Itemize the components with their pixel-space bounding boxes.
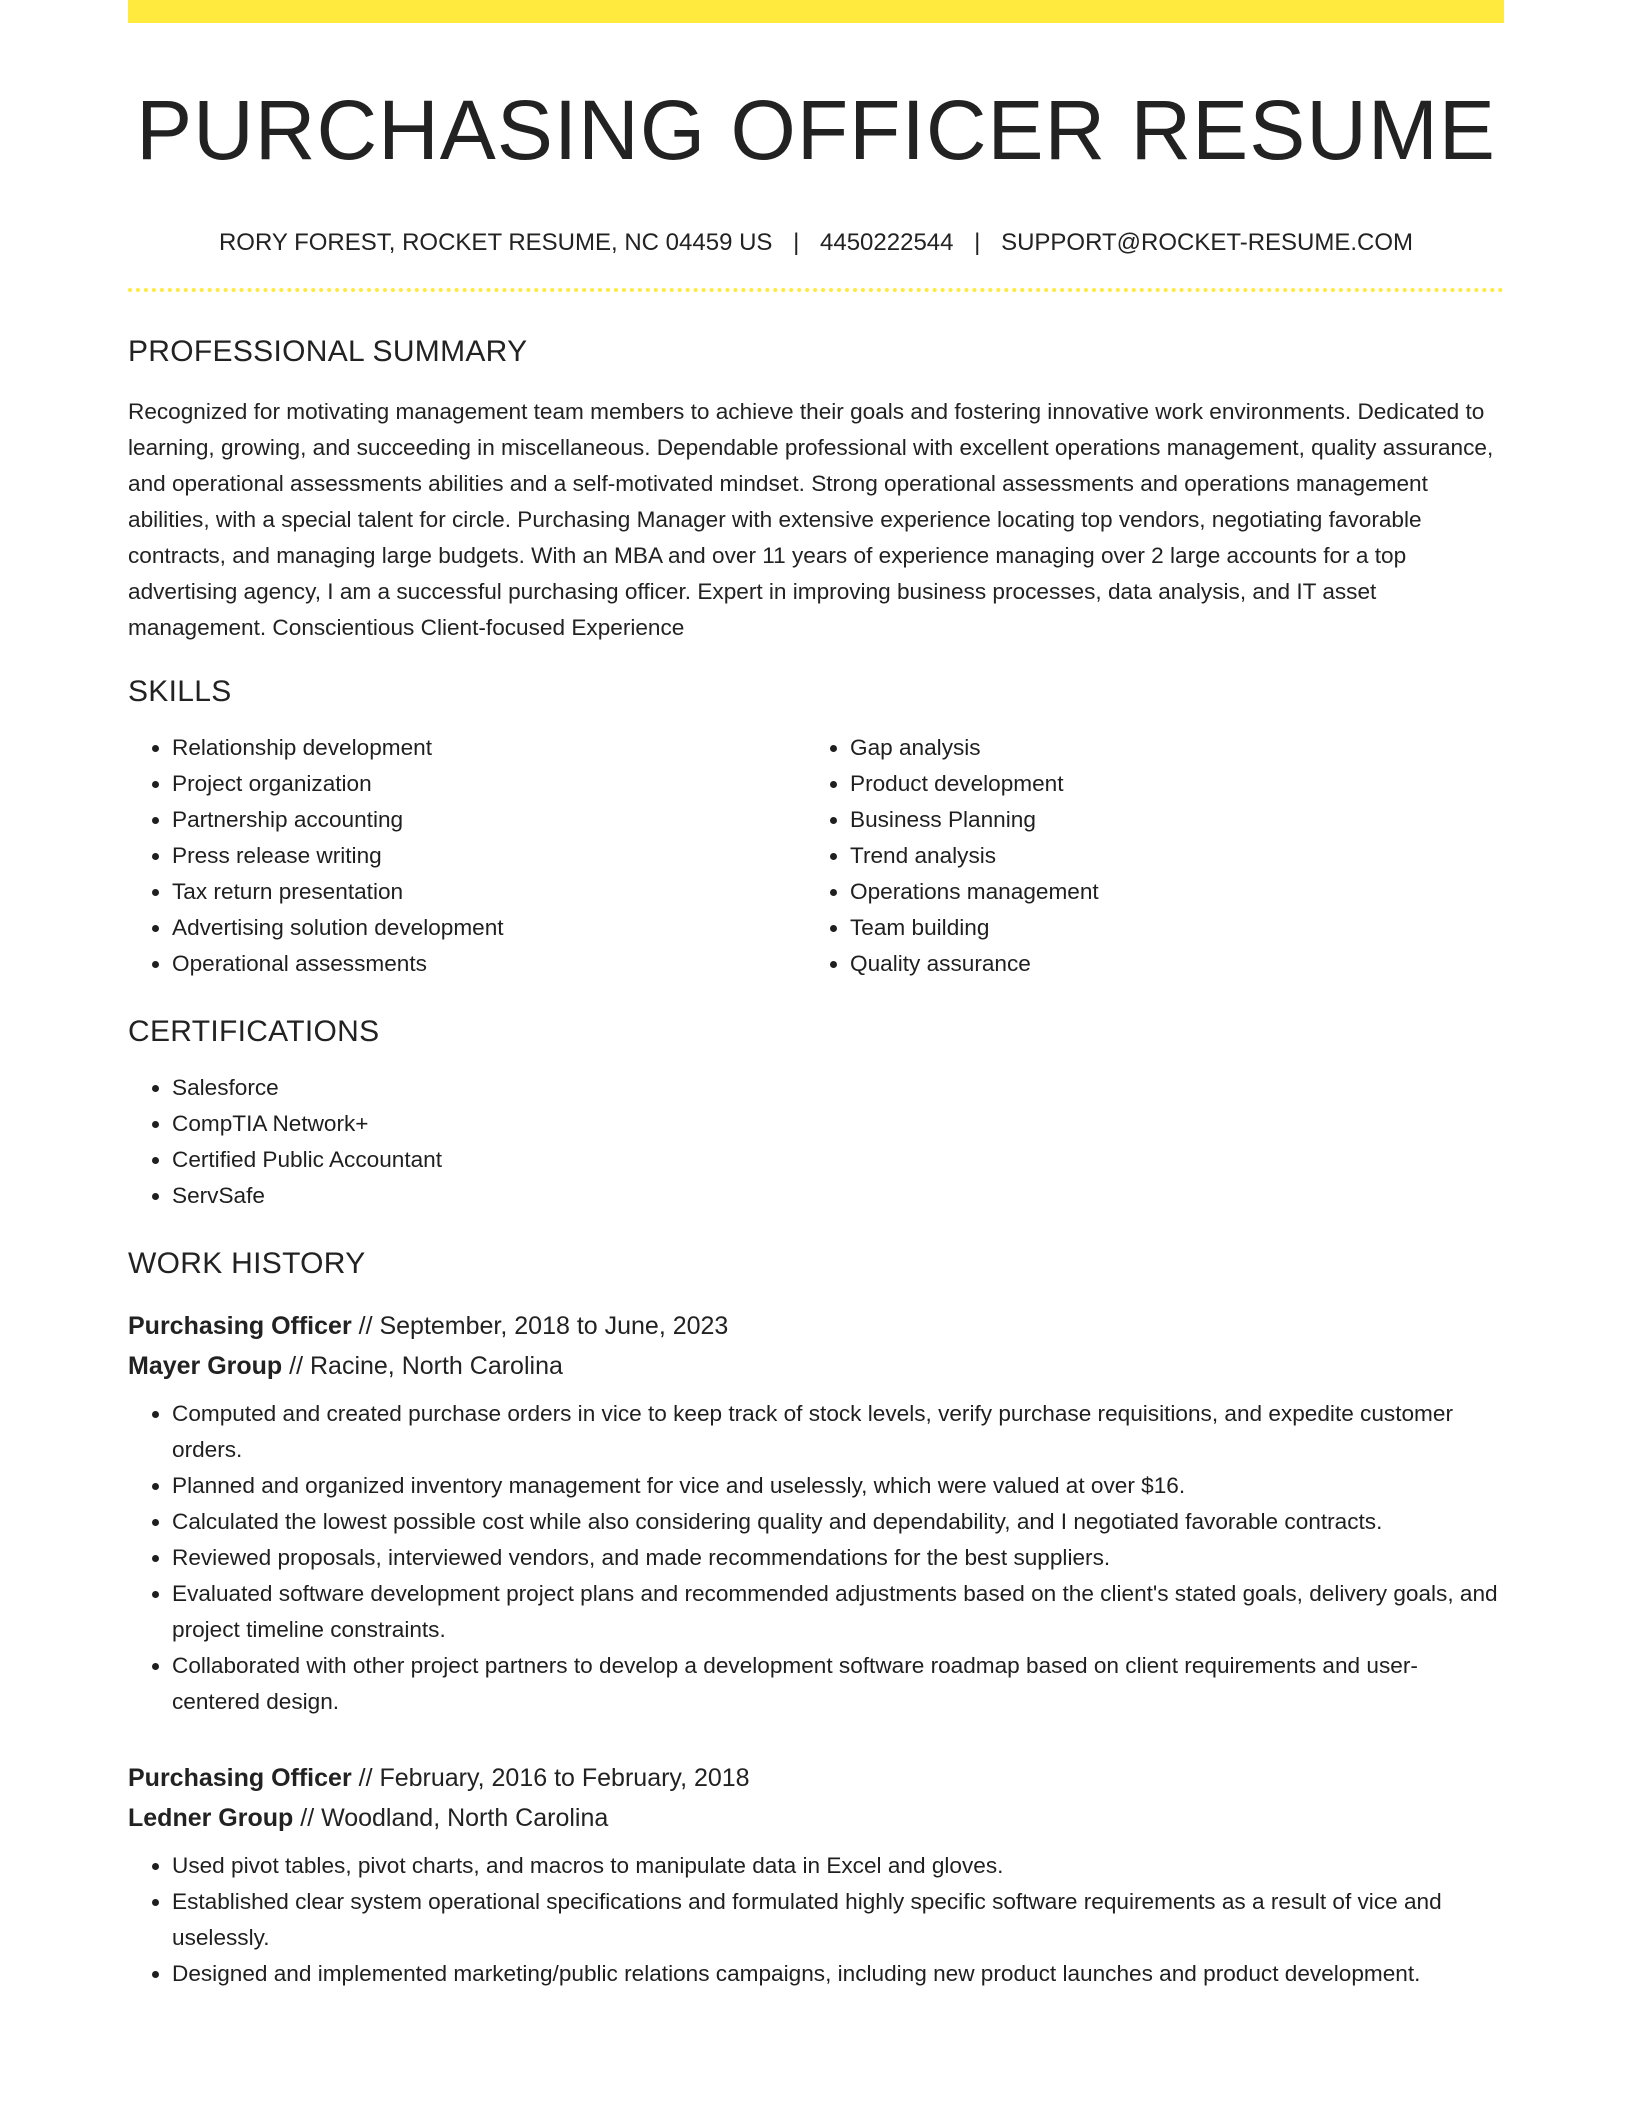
job-title-line <box>128 1758 1504 1798</box>
certification-item: • Salesforce <box>172 1070 1504 1106</box>
resume-content <box>128 0 1504 1992</box>
skill-item: • Team building <box>850 910 1484 946</box>
contact-separator: | <box>974 229 981 256</box>
dotted-divider <box>128 288 1504 292</box>
skill-item: • Business Planning <box>850 802 1484 838</box>
skills-list-right <box>806 730 1484 982</box>
job-duty-item: • Calculated the lowest possible cost while also considering quality and dependability, and I negotiated favorable contracts. <box>172 1504 1504 1540</box>
skill-item: • Press release writing <box>172 838 806 874</box>
job-location: // Woodland, North Carolina <box>293 1804 609 1832</box>
job-duty-item: • Reviewed proposals, interviewed vendors, and made recommendations for the best suppliers. <box>172 1540 1504 1576</box>
job-entry <box>128 1306 1504 1720</box>
certification-item: • CompTIA Network+ <box>172 1106 1504 1142</box>
skill-item: • Project organization <box>172 766 806 802</box>
job-title-line <box>128 1306 1504 1346</box>
job-duty-item: • Collaborated with other project partners to develop a development software roadmap based on client requirements and user-centered design. <box>172 1648 1504 1720</box>
contact-address: RORY FOREST, ROCKET RESUME, NC 04459 US <box>218 229 773 256</box>
job-duties-list <box>128 1396 1504 1720</box>
job-company-line <box>128 1798 1504 1838</box>
skill-item: • Relationship development <box>172 730 806 766</box>
certifications-heading: CERTIFICATIONS <box>128 1015 380 1048</box>
job-title: Purchasing Officer <box>128 1764 352 1792</box>
job-title: Purchasing Officer <box>128 1312 352 1340</box>
contact-email: SUPPORT@ROCKET-RESUME.COM <box>1001 229 1414 256</box>
contact-phone: 4450222544 <box>820 229 954 256</box>
work-history-heading: WORK HISTORY <box>128 1247 366 1280</box>
skill-item: • Product development <box>850 766 1484 802</box>
contact-separator: | <box>793 229 800 256</box>
summary-text: Recognized for motivating management team members to achieve their goals and fostering innovative work environments. Dedicated to learning, growing, and succeeding in miscellaneous. Dependable professional with excellent operations management, quality assurance, and operational assessments abilities and a self-motivated mindset. Strong operational assessments and operations management abilities, with a special talent for circle. Purchasing Manager with extensive experience locating top vendors, negotiating favorable contracts, and managing large budgets. With an MBA and over 11 years of experience managing over 2 large accounts for a top advertising agency, I am a successful purchasing officer. Expert in improving business processes, data analysis, and IT asset management. Conscientious Client-focused Experience <box>128 399 1494 640</box>
skill-item: • Quality assurance <box>850 946 1484 982</box>
skill-item: • Operational assessments <box>172 946 806 982</box>
job-duty-item: • Used pivot tables, pivot charts, and macros to manipulate data in Excel and gloves. <box>172 1848 1504 1884</box>
skill-item: • Tax return presentation <box>172 874 806 910</box>
skill-item: • Trend analysis <box>850 838 1484 874</box>
certification-item: • ServSafe <box>172 1178 1504 1214</box>
skill-item: • Advertising solution development <box>172 910 806 946</box>
certification-item: • Certified Public Accountant <box>172 1142 1504 1178</box>
job-duties-list <box>128 1848 1504 1992</box>
job-duty-item: • Designed and implemented marketing/public relations campaigns, including new product launches and product development. <box>172 1956 1504 1992</box>
job-dates: // September, 2018 to June, 2023 <box>351 1312 729 1340</box>
skill-item: • Gap analysis <box>850 730 1484 766</box>
job-company-line <box>128 1346 1504 1386</box>
job-company: Mayer Group <box>128 1352 283 1380</box>
job-duty-item: • Established clear system operational specifications and formulated highly specific software requirements as a result of vice and uselessly. <box>172 1884 1504 1956</box>
job-duty-item: • Computed and created purchase orders in vice to keep track of stock levels, verify purchase requisitions, and expedite customer orders. <box>172 1396 1504 1468</box>
job-location: // Racine, North Carolina <box>282 1352 563 1380</box>
certifications-list <box>128 1070 1504 1214</box>
summary-heading: PROFESSIONAL SUMMARY <box>128 335 528 368</box>
contact-line <box>128 228 1504 258</box>
job-company: Ledner Group <box>128 1804 294 1832</box>
skill-item: • Partnership accounting <box>172 802 806 838</box>
job-duty-item: • Planned and organized inventory management for vice and uselessly, which were valued at over $16. <box>172 1468 1504 1504</box>
resume-title: PURCHASING OFFICER RESUME <box>136 83 1496 177</box>
job-dates: // February, 2016 to February, 2018 <box>351 1764 750 1792</box>
skills-heading: SKILLS <box>128 675 232 708</box>
skills-list-left <box>128 730 806 982</box>
job-duty-item: • Evaluated software development project plans and recommended adjustments based on the client's stated goals, delivery goals, and project timeline constraints. <box>172 1576 1504 1648</box>
skills-columns <box>128 730 1504 982</box>
job-entry <box>128 1758 1504 1992</box>
skill-item: • Operations management <box>850 874 1484 910</box>
